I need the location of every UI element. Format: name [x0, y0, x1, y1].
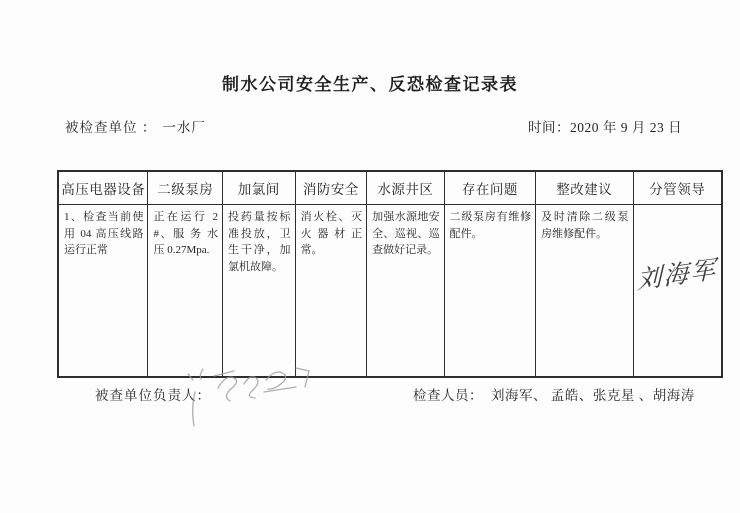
column-responsible-leader — [634, 172, 721, 376]
table-cell: 消火栓、灭火器材正常。 — [300, 211, 363, 256]
column-fire-safety — [296, 172, 368, 376]
table-cell: 1、检查当前使用 04 高压线路运行正常 — [64, 211, 144, 256]
column-header: 分管领导 — [634, 172, 721, 205]
column-header: 整改建议 — [536, 172, 632, 205]
column-header: 二级泵房 — [148, 172, 222, 205]
inspected-unit-field — [65, 116, 206, 136]
table-cell — [634, 205, 721, 376]
time-label: 时间： — [528, 120, 570, 135]
principal-label: 被查单位负责人： — [95, 388, 211, 403]
document-title: 制水公司安全生产、反恐检查记录表 — [222, 75, 518, 94]
inspectors-value: 刘海军、 孟皓、张克星 、胡海涛 — [491, 388, 695, 403]
column-water-source-wells — [367, 172, 445, 376]
column-header: 水源井区 — [367, 172, 444, 205]
column-existing-problems — [445, 172, 536, 376]
leader-handwritten-signature: 刘海军 — [637, 256, 718, 295]
column-header: 消防安全 — [296, 172, 367, 205]
table-cell: 二级泵房有维修配件。 — [449, 211, 532, 240]
inspected-unit-label: 被检查单位 ： — [65, 120, 157, 135]
inspectors-field — [413, 384, 695, 404]
column-secondary-pump-room — [148, 172, 223, 376]
table-cell: 正在运行 2#、服 务 水 压 0.27Mpa. — [153, 211, 218, 256]
time-value: 2020 年 9 月 23 日 — [570, 120, 683, 135]
table-cell: 及时清除二级泵房维修配件。 — [541, 211, 629, 240]
column-high-voltage-equipment — [59, 172, 148, 376]
inspection-record-table — [57, 170, 723, 378]
column-chlorination-room — [223, 172, 296, 376]
table-cell: 加强水源地安全、巡视、巡查做好记录。 — [372, 211, 440, 256]
principal-signature-field — [95, 384, 211, 404]
column-header: 加氯间 — [223, 172, 295, 205]
inspected-unit-value: 一水厂 — [162, 120, 206, 135]
table-cell: 投药量按标准投放，卫生干净，加氯机故障。 — [228, 211, 291, 273]
inspection-time-field — [528, 116, 682, 136]
column-header: 高压电器设备 — [59, 172, 147, 205]
column-rectification-suggestions — [536, 172, 633, 376]
inspectors-label: 检查人员： — [413, 388, 483, 403]
column-header: 存在问题 — [445, 172, 535, 205]
